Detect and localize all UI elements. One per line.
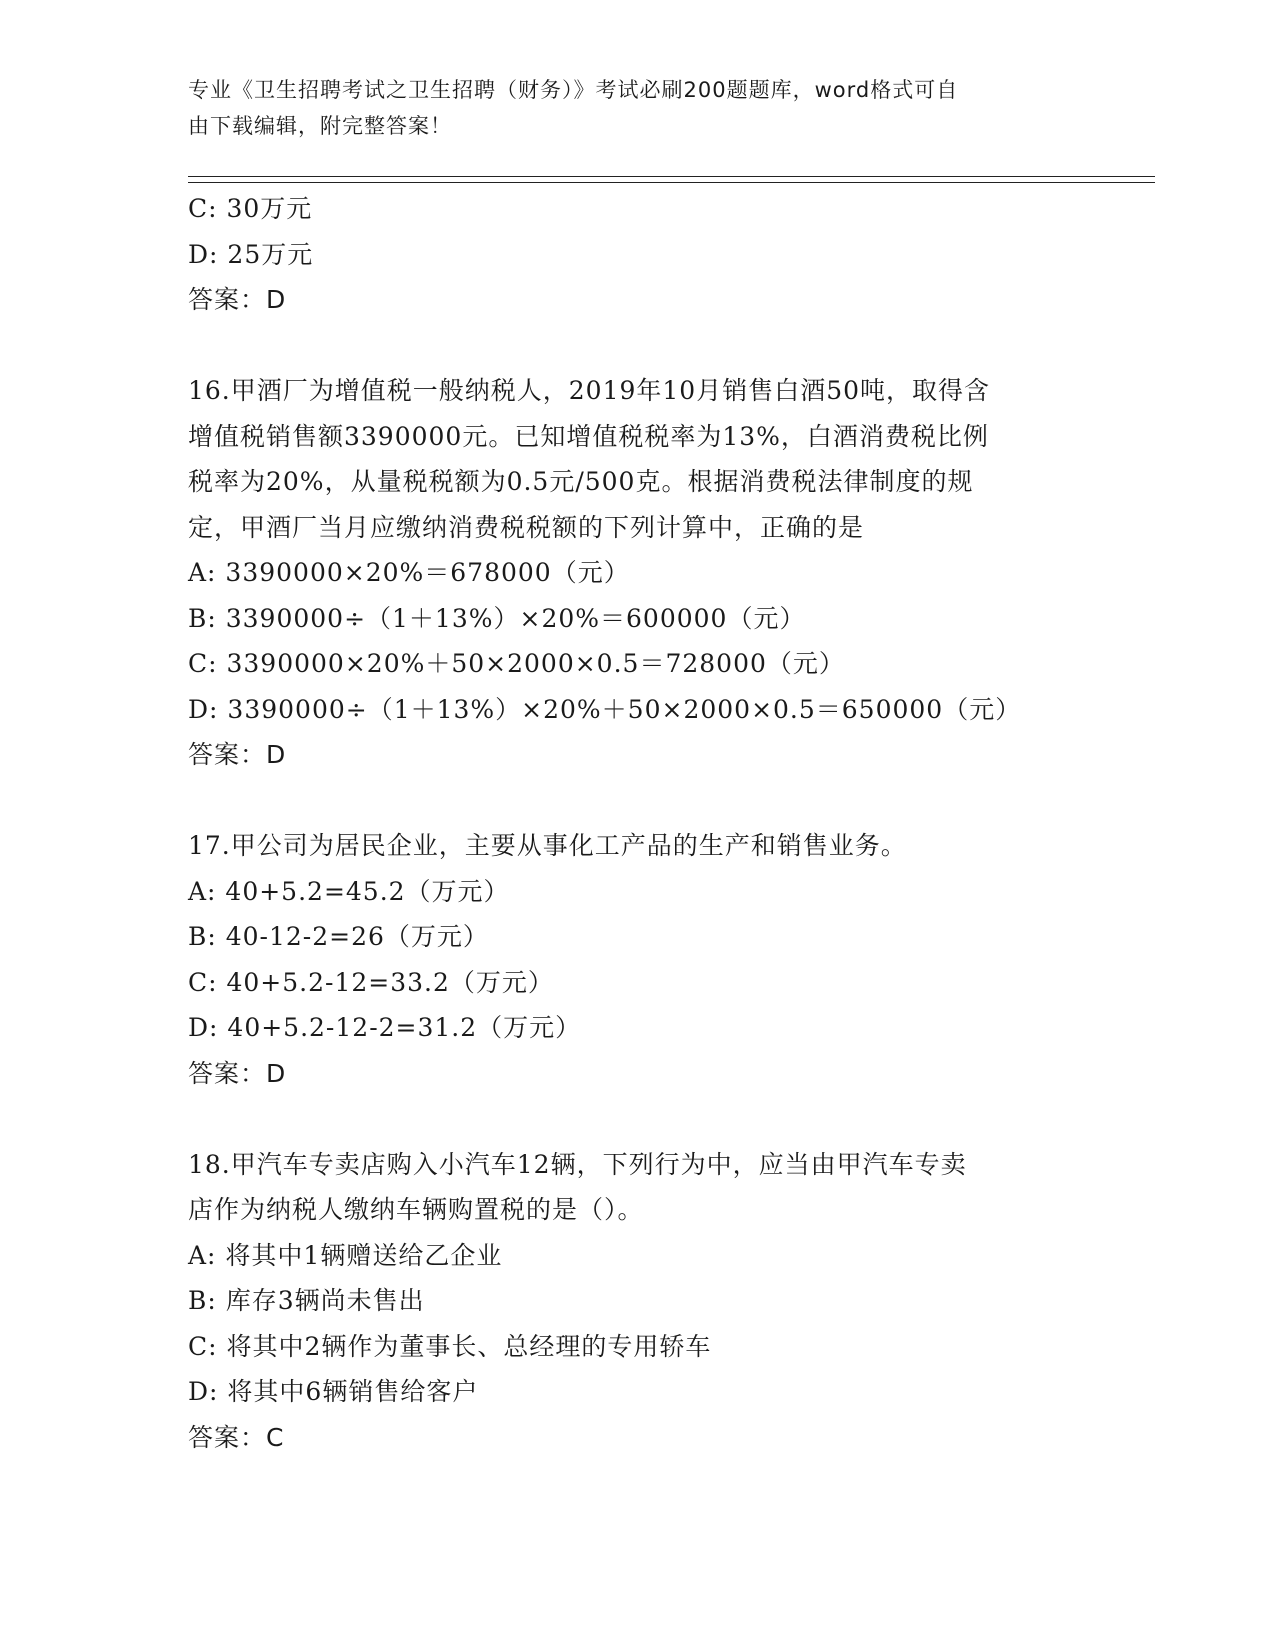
option-a: A: 40+5.2=45.2（万元） <box>188 876 510 906</box>
option-c: C: 30万元 <box>188 194 313 223</box>
answer-line: 答案：D <box>188 285 287 314</box>
question-18 <box>188 1142 1108 1461</box>
question-stem-line: 增值税销售额3390000元。已知增值税税率为13%，白酒消费税比例 <box>188 421 989 451</box>
header-line-1: 专业《卫生招聘考试之卫生招聘（财务）》考试必刷200题题库，word格式可自 <box>188 78 959 102</box>
spacer <box>188 778 1108 824</box>
option-d: D: 25万元 <box>188 239 314 269</box>
option-a: A: 3390000×20%＝678000（元） <box>188 558 630 587</box>
option-c: C: 3390000×20%＋50×2000×0.5＝728000（元） <box>188 649 845 678</box>
question-17 <box>188 823 1108 1096</box>
previous-question-tail <box>188 186 1108 323</box>
option-b: B: 库存3辆尚未售出 <box>188 1286 425 1315</box>
header-divider <box>188 176 1155 183</box>
question-stem-line: 18.甲汽车专卖店购入小汽车12辆，下列行为中，应当由甲汽车专卖 <box>188 1149 967 1179</box>
option-d: D: 将其中6辆销售给客户 <box>188 1377 479 1406</box>
question-stem-line: 店作为纳税人缴纳车辆购置税的是（）。 <box>188 1195 644 1224</box>
option-d: D: 3390000÷（1＋13%）×20%＋50×2000×0.5＝650000（元） <box>188 694 1022 724</box>
option-b: B: 3390000÷（1＋13%）×20%＝600000（元） <box>188 603 806 633</box>
question-16 <box>188 368 1108 778</box>
header-line-2: 由下载编辑，附完整答案！ <box>188 114 452 138</box>
option-c: C: 将其中2辆作为董事长、总经理的专用轿车 <box>188 1331 712 1361</box>
option-c: C: 40+5.2-12=33.2（万元） <box>188 967 554 997</box>
question-stem-line: 税率为20%，从量税税额为0.5元/500克。根据消费税法律制度的规 <box>188 467 974 496</box>
option-a: A: 将其中1辆赠送给乙企业 <box>188 1240 503 1270</box>
spacer <box>188 1096 1108 1142</box>
option-d: D: 40+5.2-12-2=31.2（万元） <box>188 1013 582 1042</box>
question-stem-line: 17.甲公司为居民企业，主要从事化工产品的生产和销售业务。 <box>188 831 907 860</box>
question-stem-line: 定，甲酒厂当月应缴纳消费税税额的下列计算中，正确的是 <box>188 512 865 542</box>
spacer <box>188 323 1108 369</box>
answer-line: 答案：D <box>188 740 287 769</box>
answer-line: 答案：D <box>188 1058 287 1088</box>
question-list <box>188 186 1108 1460</box>
document-header <box>188 72 1068 144</box>
question-stem-line: 16.甲酒厂为增值税一般纳税人，2019年10月销售白酒50吨，取得含 <box>188 376 991 405</box>
answer-line: 答案：C <box>188 1422 285 1452</box>
option-b: B: 40-12-2=26（万元） <box>188 922 489 951</box>
